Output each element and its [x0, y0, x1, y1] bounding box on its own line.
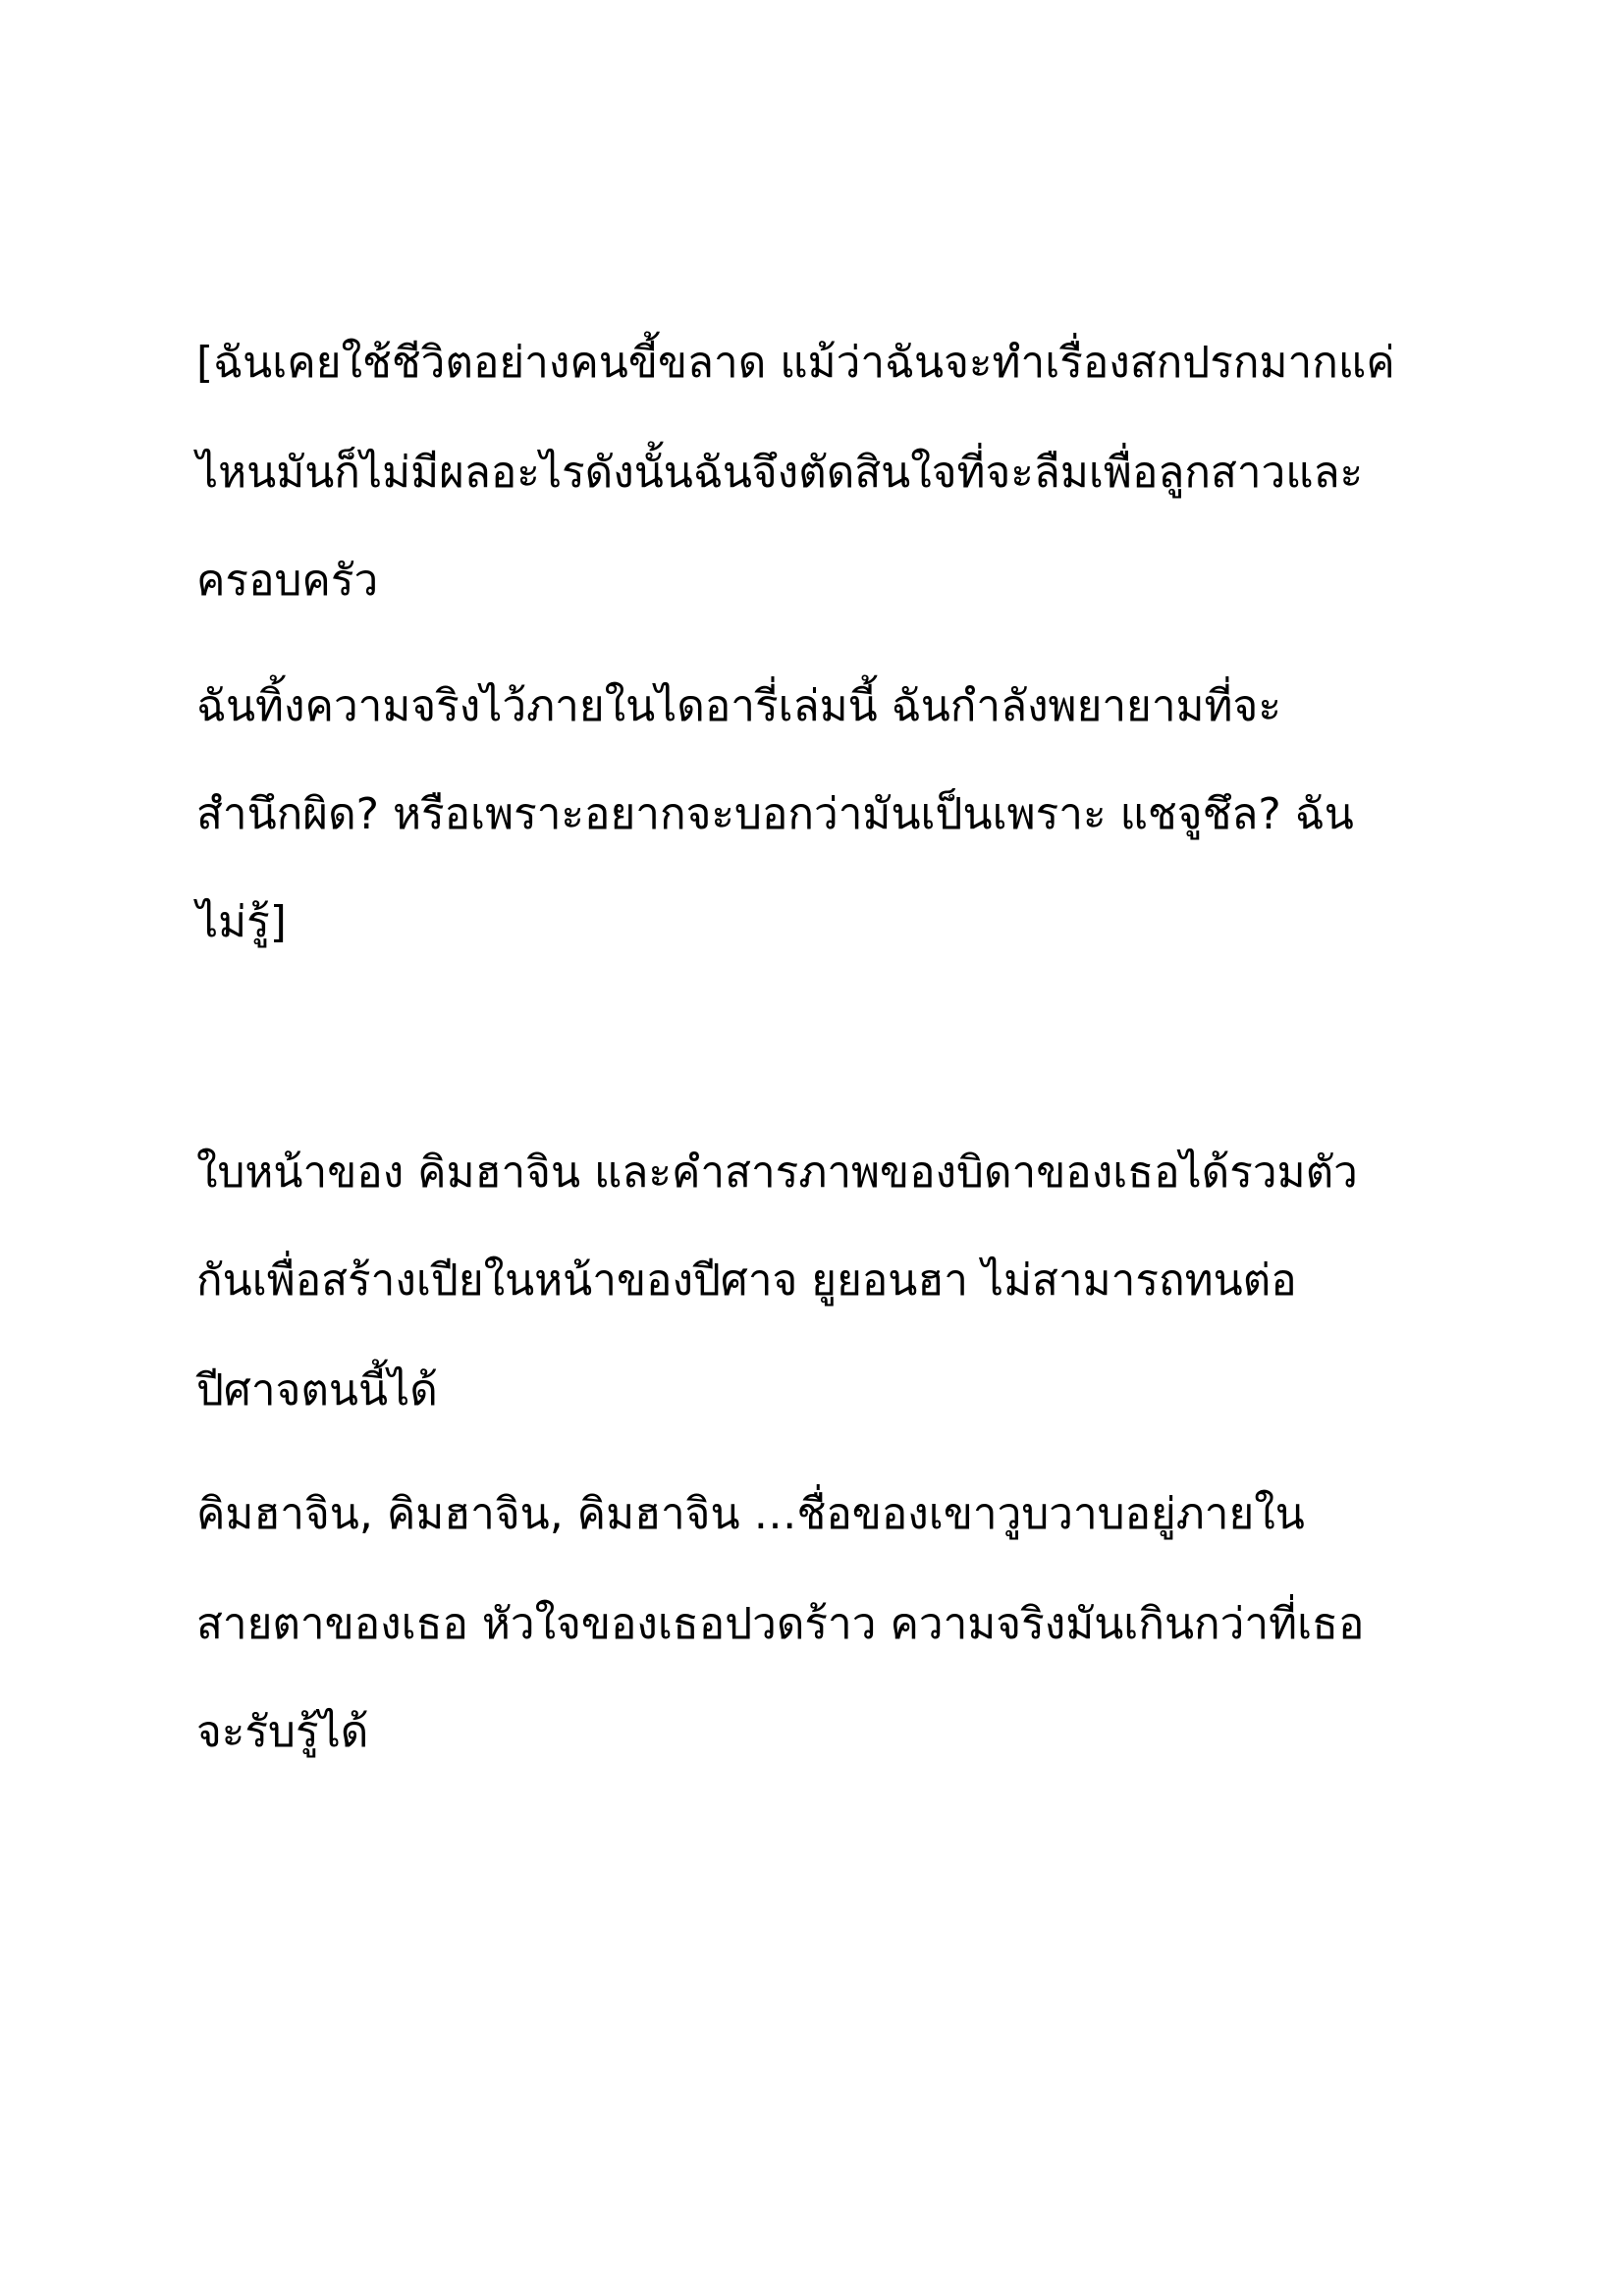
- text-line: กันเพื่อสร้างเปียในหน้าของปีศาจ ยูยอนฮา ไม่สามารถทนต่อ: [196, 1255, 1297, 1306]
- text-line: ใบหน้าของ คิมฮาจิน และคำสารภาพของบิดาของเธอได้รวมตัว: [196, 1148, 1358, 1198]
- text-line: สำนึกผิด? หรือเพราะอยากจะบอกว่ามันเป็นเพราะ แชจูชึล? ฉัน: [196, 789, 1354, 839]
- text-line: ปีศาจตนนี้ได้: [196, 1365, 438, 1415]
- text-line: สายตาของเธอ หัวใจของเธอปวดร้าว ความจริงมันเกินกว่าที่เธอ: [196, 1599, 1365, 1649]
- text-line: จะรับรู้ได้: [196, 1707, 369, 1757]
- text-line: คิมฮาจิน, คิมฮาจิน, คิมฮาจิน …ชื่อของเขาวูบวาบอยู่ภายใน: [196, 1489, 1305, 1539]
- text-line: ฉันทิ้งความจริงไว้ภายในไดอารี่เล่มนี้ ฉันกำลังพยายามที่จะ: [196, 681, 1281, 731]
- text-line: ไม่รู้]: [196, 897, 287, 947]
- text-line: ไหนมันก็ไม่มีผลอะไรดังนั้นฉันจึงตัดสินใจที่จะลืมเพื่อลูกสาวและ: [196, 448, 1364, 498]
- text-line: ครอบครัว: [196, 556, 379, 606]
- text-line: [ฉันเคยใช้ชีวิตอย่างคนขี้ขลาด แม้ว่าฉันจะทำเรื่องสกปรกมากแค่: [196, 338, 1395, 388]
